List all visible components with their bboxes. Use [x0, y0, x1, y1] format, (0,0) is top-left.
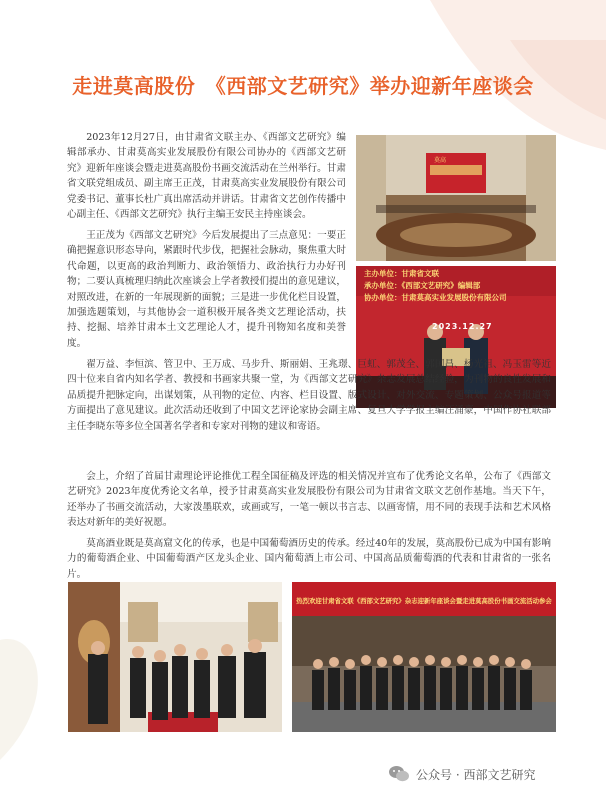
award-line-2: 承办单位：《西部文艺研究》编辑部 — [364, 281, 481, 290]
meeting-screen-text: 莫高 — [434, 157, 447, 164]
award-line-1: 主办单位：甘肃省文联 — [364, 269, 439, 278]
wechat-watermark — [388, 762, 535, 786]
paragraph-5: 莫高酒业既是莫高窟文化的传承，也是中国葡萄酒历史的传承。经过40年的发展，莫高股份已成为中国有影响力的葡萄酒企业、中国葡萄酒产区龙头企业、国内葡萄酒上市公司、中国高品质葡萄酒的代表和甘肃省的一张名片。 — [67, 538, 551, 580]
award-line-3: 协办单位：甘肃莫高实业发展股份有限公司 — [364, 293, 507, 302]
photo-meeting-room — [356, 135, 556, 261]
paragraph-2: 王正茂为《西部文艺研究》今后发展提出了三点意见：一要正确把握意识形态导向，紧跟时代步伐，把握社会脉动，聚焦重大时代命题，以更高的政治判断力、政治领悟力、政治执行力办好刊物；二要认真梳理归纳此次座谈会上学者教授们提出的意见建议，对照改进，在新的一年展现新的面貌；三是进一步优化栏目设置，加强选题策划，与其他协会一道积极开展各类文艺理论活动，扶持、挖掘、培养甘肃本土文艺理论人才，提升刊物知名度和美誉度。 — [67, 230, 346, 349]
article-title: 走进莫高股份 《西部文艺研究》举办迎新年座谈会 — [72, 74, 534, 98]
award-banner — [356, 266, 556, 306]
photo-group — [292, 582, 556, 732]
paragraph-3: 翟万益、李恒滨、管卫中、王万成、马步升、斯丽娟、王兆璟、巨虹、郭茂全、郭国昌、杨光祖、冯玉雷等近四十位来自省内知名学者、教授和书画家共聚一堂，为《西部文艺研究》杂志发展总结经验，为刊物的良性发展和品质提升把脉定向，出谋划策，从刊物的定位、内容、栏目设置、版式设计、对外交流、专题策划、公众号报道等方面提出了意见建议。此次活动还收到了中国文艺评论家协会副主席、复旦大学学报主编汪涌豪，中国作协社联部主任李晓东等多位全国著名学者和专家对刊物的建议和寄语。 — [67, 359, 551, 432]
watermark-label: 公众号 · 西部文艺研究 — [416, 767, 536, 782]
group-banner: 热烈欢迎甘肃省文联《西部文艺研究》杂志迎新年座谈会暨走进莫高股份书画交流活动参会 — [296, 597, 552, 605]
photo-gallery-visit — [68, 582, 282, 732]
award-date: 2023.12.27 — [432, 322, 493, 331]
paragraph-4: 会上，介绍了首届甘肃理论评论推优工程全国征稿及评选的相关情况并宣布了优秀论文名单，公布了《西部文艺研究》2023年度优秀论文名单，授予甘肃莫高实业发展股份有限公司为甘肃省文联文艺创作基地。当天下午，还举办了书画交流活动，大家泼墨联欢，或画或写，一笔一顿以书言志、以画寄情，用不同的表现手法和艺术风格表达对新年的美好祝愿。 — [67, 471, 551, 529]
wechat-icon — [388, 765, 410, 783]
paragraph-1: 2023年12月27日，由甘肃省文联主办、《西部文艺研究》编辑部承办、甘肃莫高实业发展股份有限公司协办的《西部文艺研究》迎新年座谈会暨走进莫高股份书画交流活动在兰州举行。甘肃省文联党组成员、副主席王正茂，甘肃莫高实业发展股份有限公司党委书记、董事长杜广真出席活动并讲话。甘肃省文艺创作传播中心副主任、《西部文艺研究》执行主编王安民主持座谈会。 — [67, 132, 346, 221]
